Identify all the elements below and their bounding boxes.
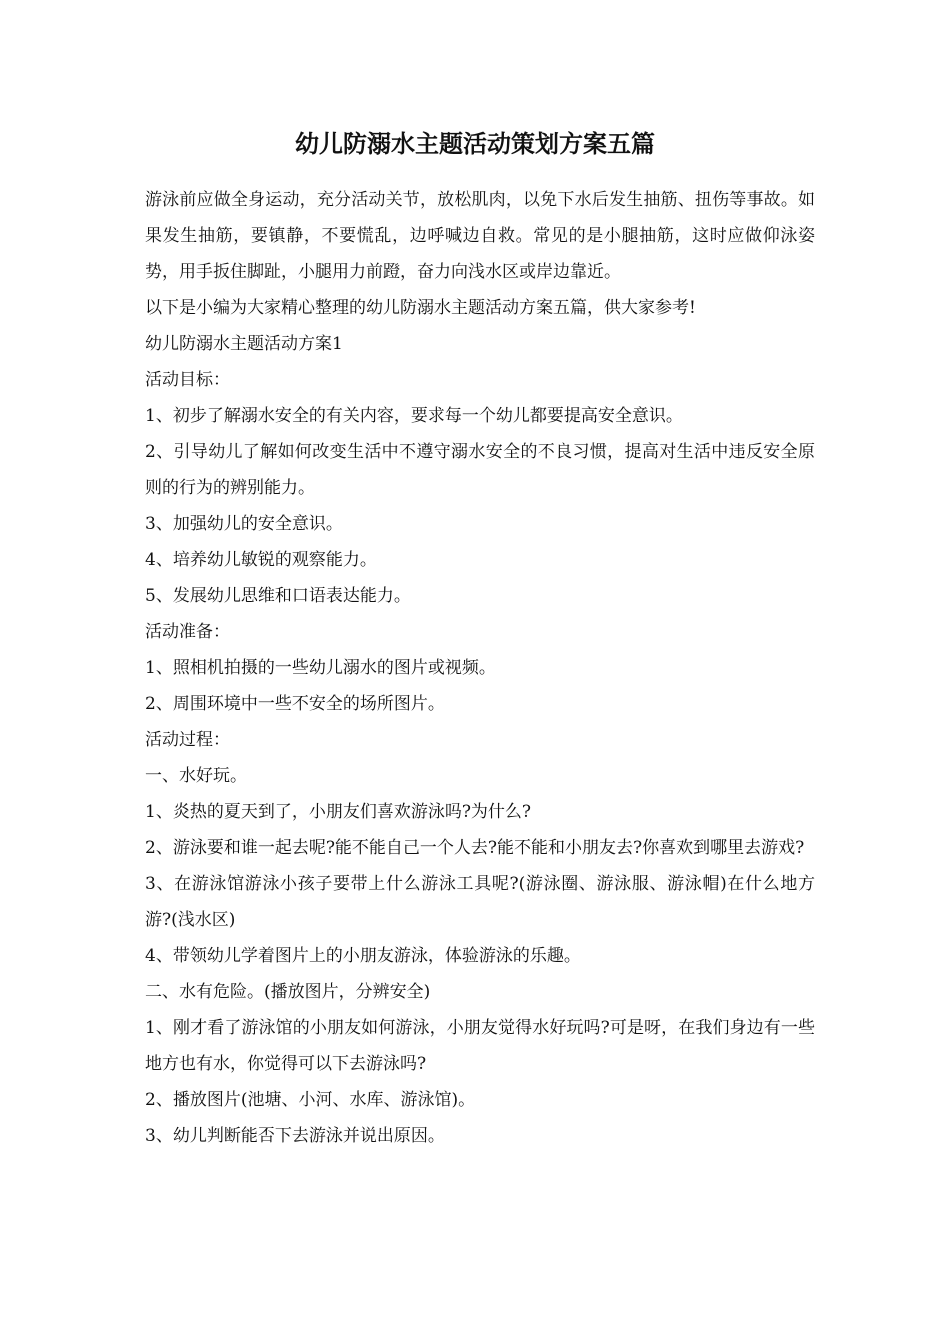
subheading: 活动目标：: [145, 370, 230, 390]
list-item: 3、幼儿判断能否下去游泳并说出原因。: [145, 1126, 445, 1146]
list-item: 5、发展幼儿思维和口语表达能力。: [145, 586, 411, 606]
list-item: 3、在游泳馆游泳小孩子要带上什么游泳工具呢?(游泳圈、游泳服、游泳帽)在什么地方游?(浅水区): [145, 874, 815, 930]
list-item: 1、刚才看了游泳馆的小朋友如何游泳，小朋友觉得水好玩吗?可是呀，在我们身边有一些地方也有水，你觉得可以下去游泳吗?: [145, 1018, 815, 1074]
paragraph: 以下是小编为大家精心整理的幼儿防溺水主题活动方案五篇，供大家参考!: [145, 298, 696, 318]
step-heading: 二、水有危险。(播放图片，分辨安全): [145, 982, 431, 1002]
subheading: 活动过程：: [145, 730, 230, 750]
list-item: 2、播放图片(池塘、小河、水库、游泳馆)。: [145, 1090, 476, 1110]
subheading: 活动准备：: [145, 622, 230, 642]
step-heading: 一、水好玩。: [145, 766, 247, 786]
list-item: 1、照相机拍摄的一些幼儿溺水的图片或视频。: [145, 658, 496, 678]
list-item: 3、加强幼儿的安全意识。: [145, 514, 343, 534]
list-item: 1、炎热的夏天到了，小朋友们喜欢游泳吗?为什么?: [145, 802, 532, 822]
section-heading: 幼儿防溺水主题活动方案1: [145, 334, 343, 354]
list-item: 4、带领幼儿学着图片上的小朋友游泳，体验游泳的乐趣。: [145, 946, 581, 966]
list-item: 2、周围环境中一些不安全的场所图片。: [145, 694, 445, 714]
document-title: 幼儿防溺水主题活动策划方案五篇: [295, 129, 655, 158]
list-item: 4、培养幼儿敏锐的观察能力。: [145, 550, 377, 570]
list-item: 2、游泳要和谁一起去呢?能不能自己一个人去?能不能和小朋友去?你喜欢到哪里去游戏?: [145, 838, 805, 858]
list-item: 1、初步了解溺水安全的有关内容，要求每一个幼儿都要提高安全意识。: [145, 406, 683, 426]
paragraph: 游泳前应做全身运动，充分活动关节，放松肌肉，以免下水后发生抽筋、扭伤等事故。如果发生抽筋，要镇静，不要慌乱，边呼喊边自救。常见的是小腿抽筋，这时应做仰泳姿势，用手扳住脚趾，小腿用力前蹬，奋力向浅水区或岸边靠近。: [145, 190, 815, 282]
list-item: 2、引导幼儿了解如何改变生活中不遵守溺水安全的不良习惯，提高对生活中违反安全原则的行为的辨别能力。: [145, 442, 815, 498]
document-body: [145, 182, 815, 1154]
